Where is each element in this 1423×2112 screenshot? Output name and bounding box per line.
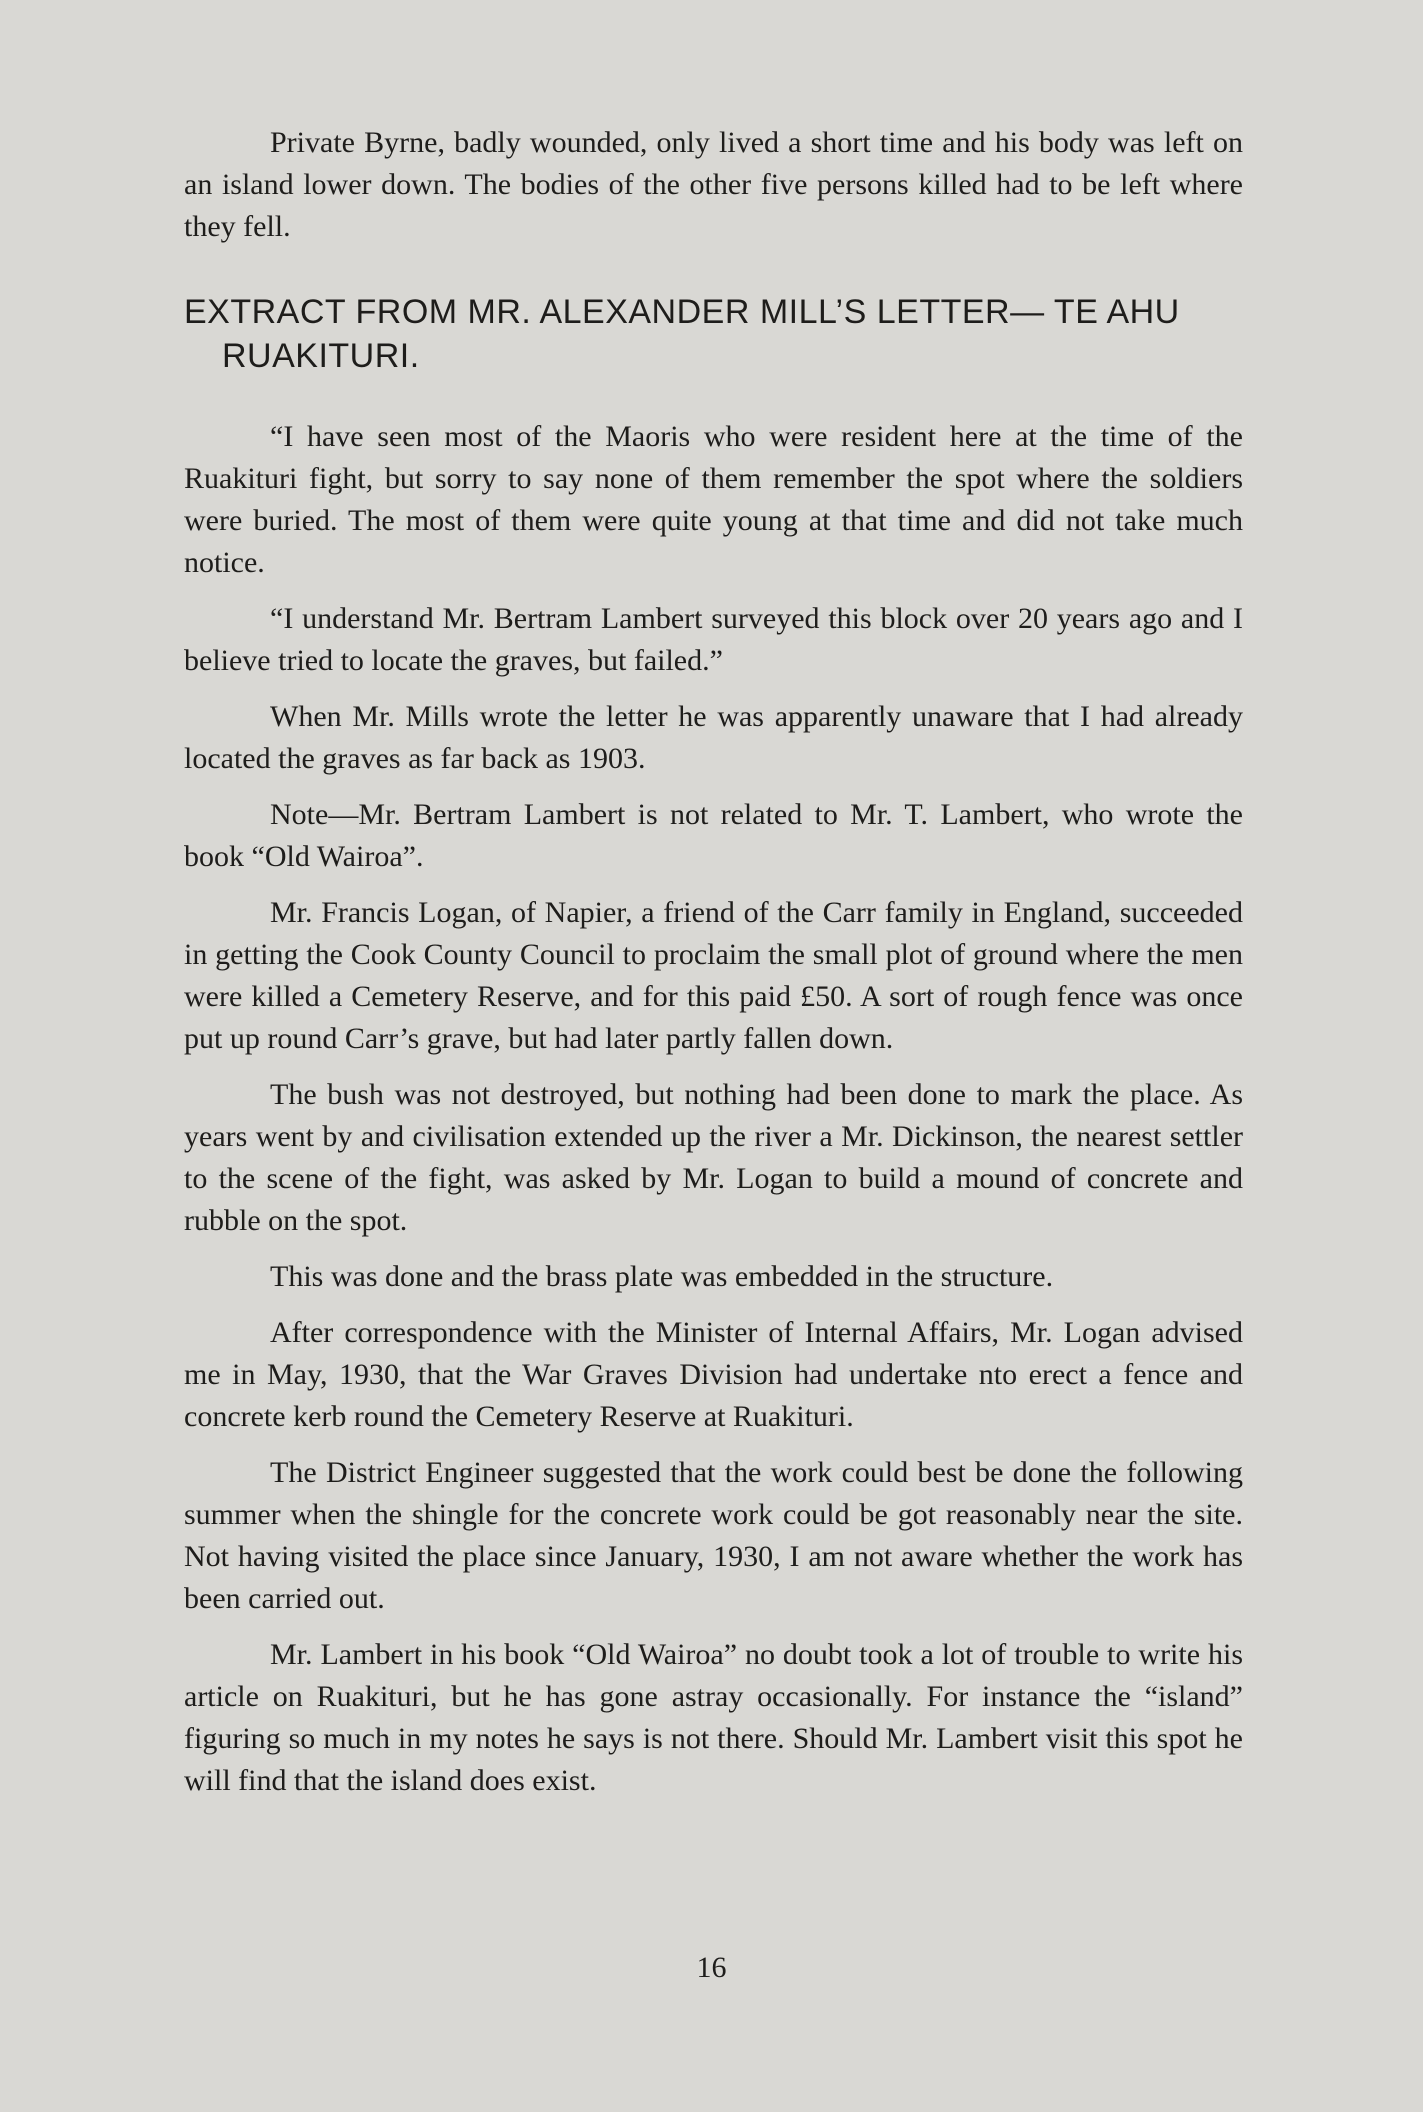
paragraph-bush: The bush was not destroyed, but nothing had been done to mark the place. As years went by and civilisation extended up the river a Mr. Dickinson, the nearest settler to the scene of the fight, was asked by Mr. Logan to build a mound of concrete and rubble on the spot. (184, 1078, 1243, 1237)
section-heading: EXTRACT FROM MR. ALEXANDER MILL’S LETTER— TE AHU RUAKITURI. (184, 293, 1180, 375)
paragraph-correspondence: After correspondence with the Minister of Internal Affairs, Mr. Logan advised me in May, 1930, that the War Graves Division had undertake nto erect a fence and concrete kerb round the Cemetery Reserve at Ruakituri. (184, 1316, 1243, 1433)
paragraph-lambert-book: Mr. Lambert in his book “Old Wairoa” no doubt took a lot of trouble to write his article on Ruakituri, but he has gone astray occasionally. For instance the “island” figuring so much in my notes he says is not there. Should Mr. Lambert visit this spot he will find that the island does exist. (184, 1638, 1243, 1797)
paragraph-mills-quote-1: “I have seen most of the Maoris who were resident here at the time of the Ruakituri fight, but sorry to say none of them remember the spot where the soldiers were buried. The most of them were quite young at that time and did not take much notice. (184, 420, 1243, 579)
paragraph-note: Note—Mr. Bertram Lambert is not related to Mr. T. Lambert, who wrote the book “Old Wairoa”. (184, 798, 1243, 873)
paragraph-mills-unaware: When Mr. Mills wrote the letter he was apparently unaware that I had already located the graves as far back as 1903. (184, 700, 1243, 775)
paragraph-logan: Mr. Francis Logan, of Napier, a friend of the Carr family in England, succeeded in getting the Cook County Council to proclaim the small plot of ground where the men were killed a Cemetery Reserve, and for this paid £50. A sort of rough fence was once put up round Carr’s grave, but had later partly fallen down. (184, 896, 1243, 1055)
paragraph-district-engineer: The District Engineer suggested that the work could best be done the following summer when the shingle for the concrete work could be got reasonably near the site. Not having visited the place since January, 1930, I am not aware whether the work has been carried out. (184, 1456, 1243, 1615)
paragraph-brass-plate: This was done and the brass plate was embedded in the structure. (270, 1260, 1054, 1293)
paragraph-mills-quote-2: “I understand Mr. Bertram Lambert surveyed this block over 20 years ago and I believe tried to locate the graves, but failed.” (184, 602, 1243, 677)
paragraph-byrne: Private Byrne, badly wounded, only lived a short time and his body was left on an island lower down. The bodies of the other five persons killed had to be left where they fell. (184, 126, 1243, 243)
page-number: 16 (696, 1951, 727, 1984)
